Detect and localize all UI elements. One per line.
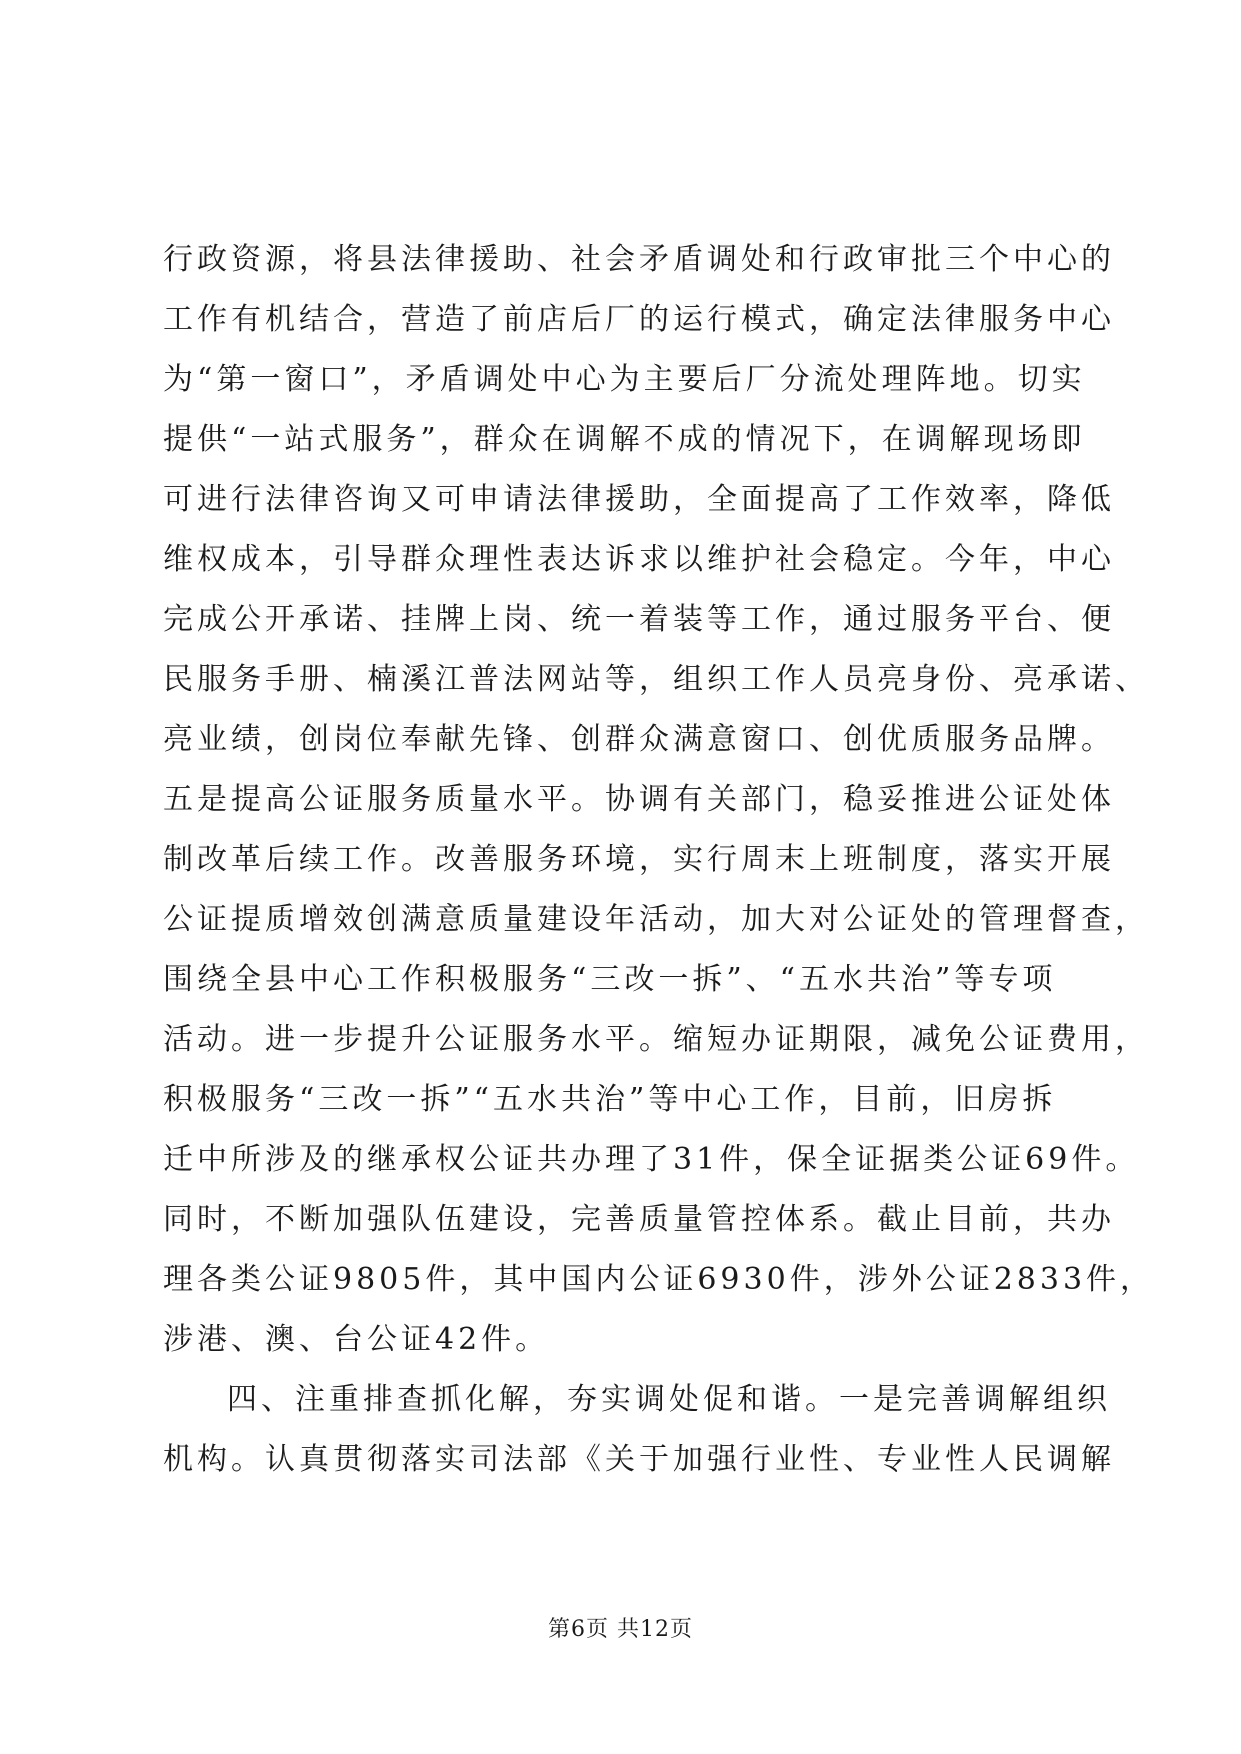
text-line: 完成公开承诺、挂牌上岗、统一着装等工作，通过服务平台、便 (163, 602, 1115, 637)
text-line: 提供“一站式服务”，群众在调解不成的情况下，在调解现场即 (163, 422, 1086, 457)
text-line: 亮业绩，创岗位奉献先锋、创群众满意窗口、创优质服务品牌。 (163, 722, 1115, 757)
text-line: 制改革后续工作。改善服务环境，实行周末上班制度，落实开展 (163, 842, 1115, 877)
text-line: 迁中所涉及的继承权公证共办理了31件，保全证据类公证69件。 (163, 1142, 1140, 1177)
text-line: 活动。进一步提升公证服务水平。缩短办证期限，减免公证费用， (163, 1022, 1149, 1057)
text-line: 行政资源，将县法律援助、社会矛盾调处和行政审批三个中心的 (163, 242, 1115, 277)
text-line: 公证提质增效创满意质量建设年活动，加大对公证处的管理督查， (163, 902, 1149, 937)
text-line: 民服务手册、楠溪江普法网站等，组织工作人员亮身份、亮承诺、 (163, 662, 1149, 697)
text-line: 理各类公证9805件，其中国内公证6930件，涉外公证2833件， (163, 1262, 1155, 1297)
text-line: 可进行法律咨询又可申请法律援助，全面提高了工作效率，降低 (163, 482, 1115, 517)
text-line: 机构。认真贯彻落实司法部《关于加强行业性、专业性人民调解 (163, 1442, 1115, 1477)
text-line: 积极服务“三改一拆”“五水共治”等中心工作，目前，旧房拆 (163, 1082, 1057, 1117)
text-line: 围绕全县中心工作积极服务“三改一拆”、“五水共治”等专项 (163, 962, 1057, 997)
text-line: 维权成本，引导群众理性表达诉求以维护社会稳定。今年，中心 (163, 542, 1115, 577)
page-number-footer: 第6页 共12页 (548, 1617, 693, 1642)
text-line: 工作有机结合，营造了前店后厂的运行模式，确定法律服务中心 (163, 302, 1115, 337)
text-line: 涉港、澳、台公证42件。 (163, 1322, 550, 1357)
text-line: 五是提高公证服务质量水平。协调有关部门，稳妥推进公证处体 (163, 782, 1115, 817)
text-line: 同时，不断加强队伍建设，完善质量管控体系。截止目前，共办 (163, 1202, 1115, 1237)
text-line: 为“第一窗口”，矛盾调处中心为主要后厂分流处理阵地。切实 (163, 362, 1086, 397)
paragraph-start-line: 四、注重排查抓化解，夯实调处促和谐。一是完善调解组织 (227, 1382, 1111, 1417)
body-text (163, 230, 1155, 1490)
